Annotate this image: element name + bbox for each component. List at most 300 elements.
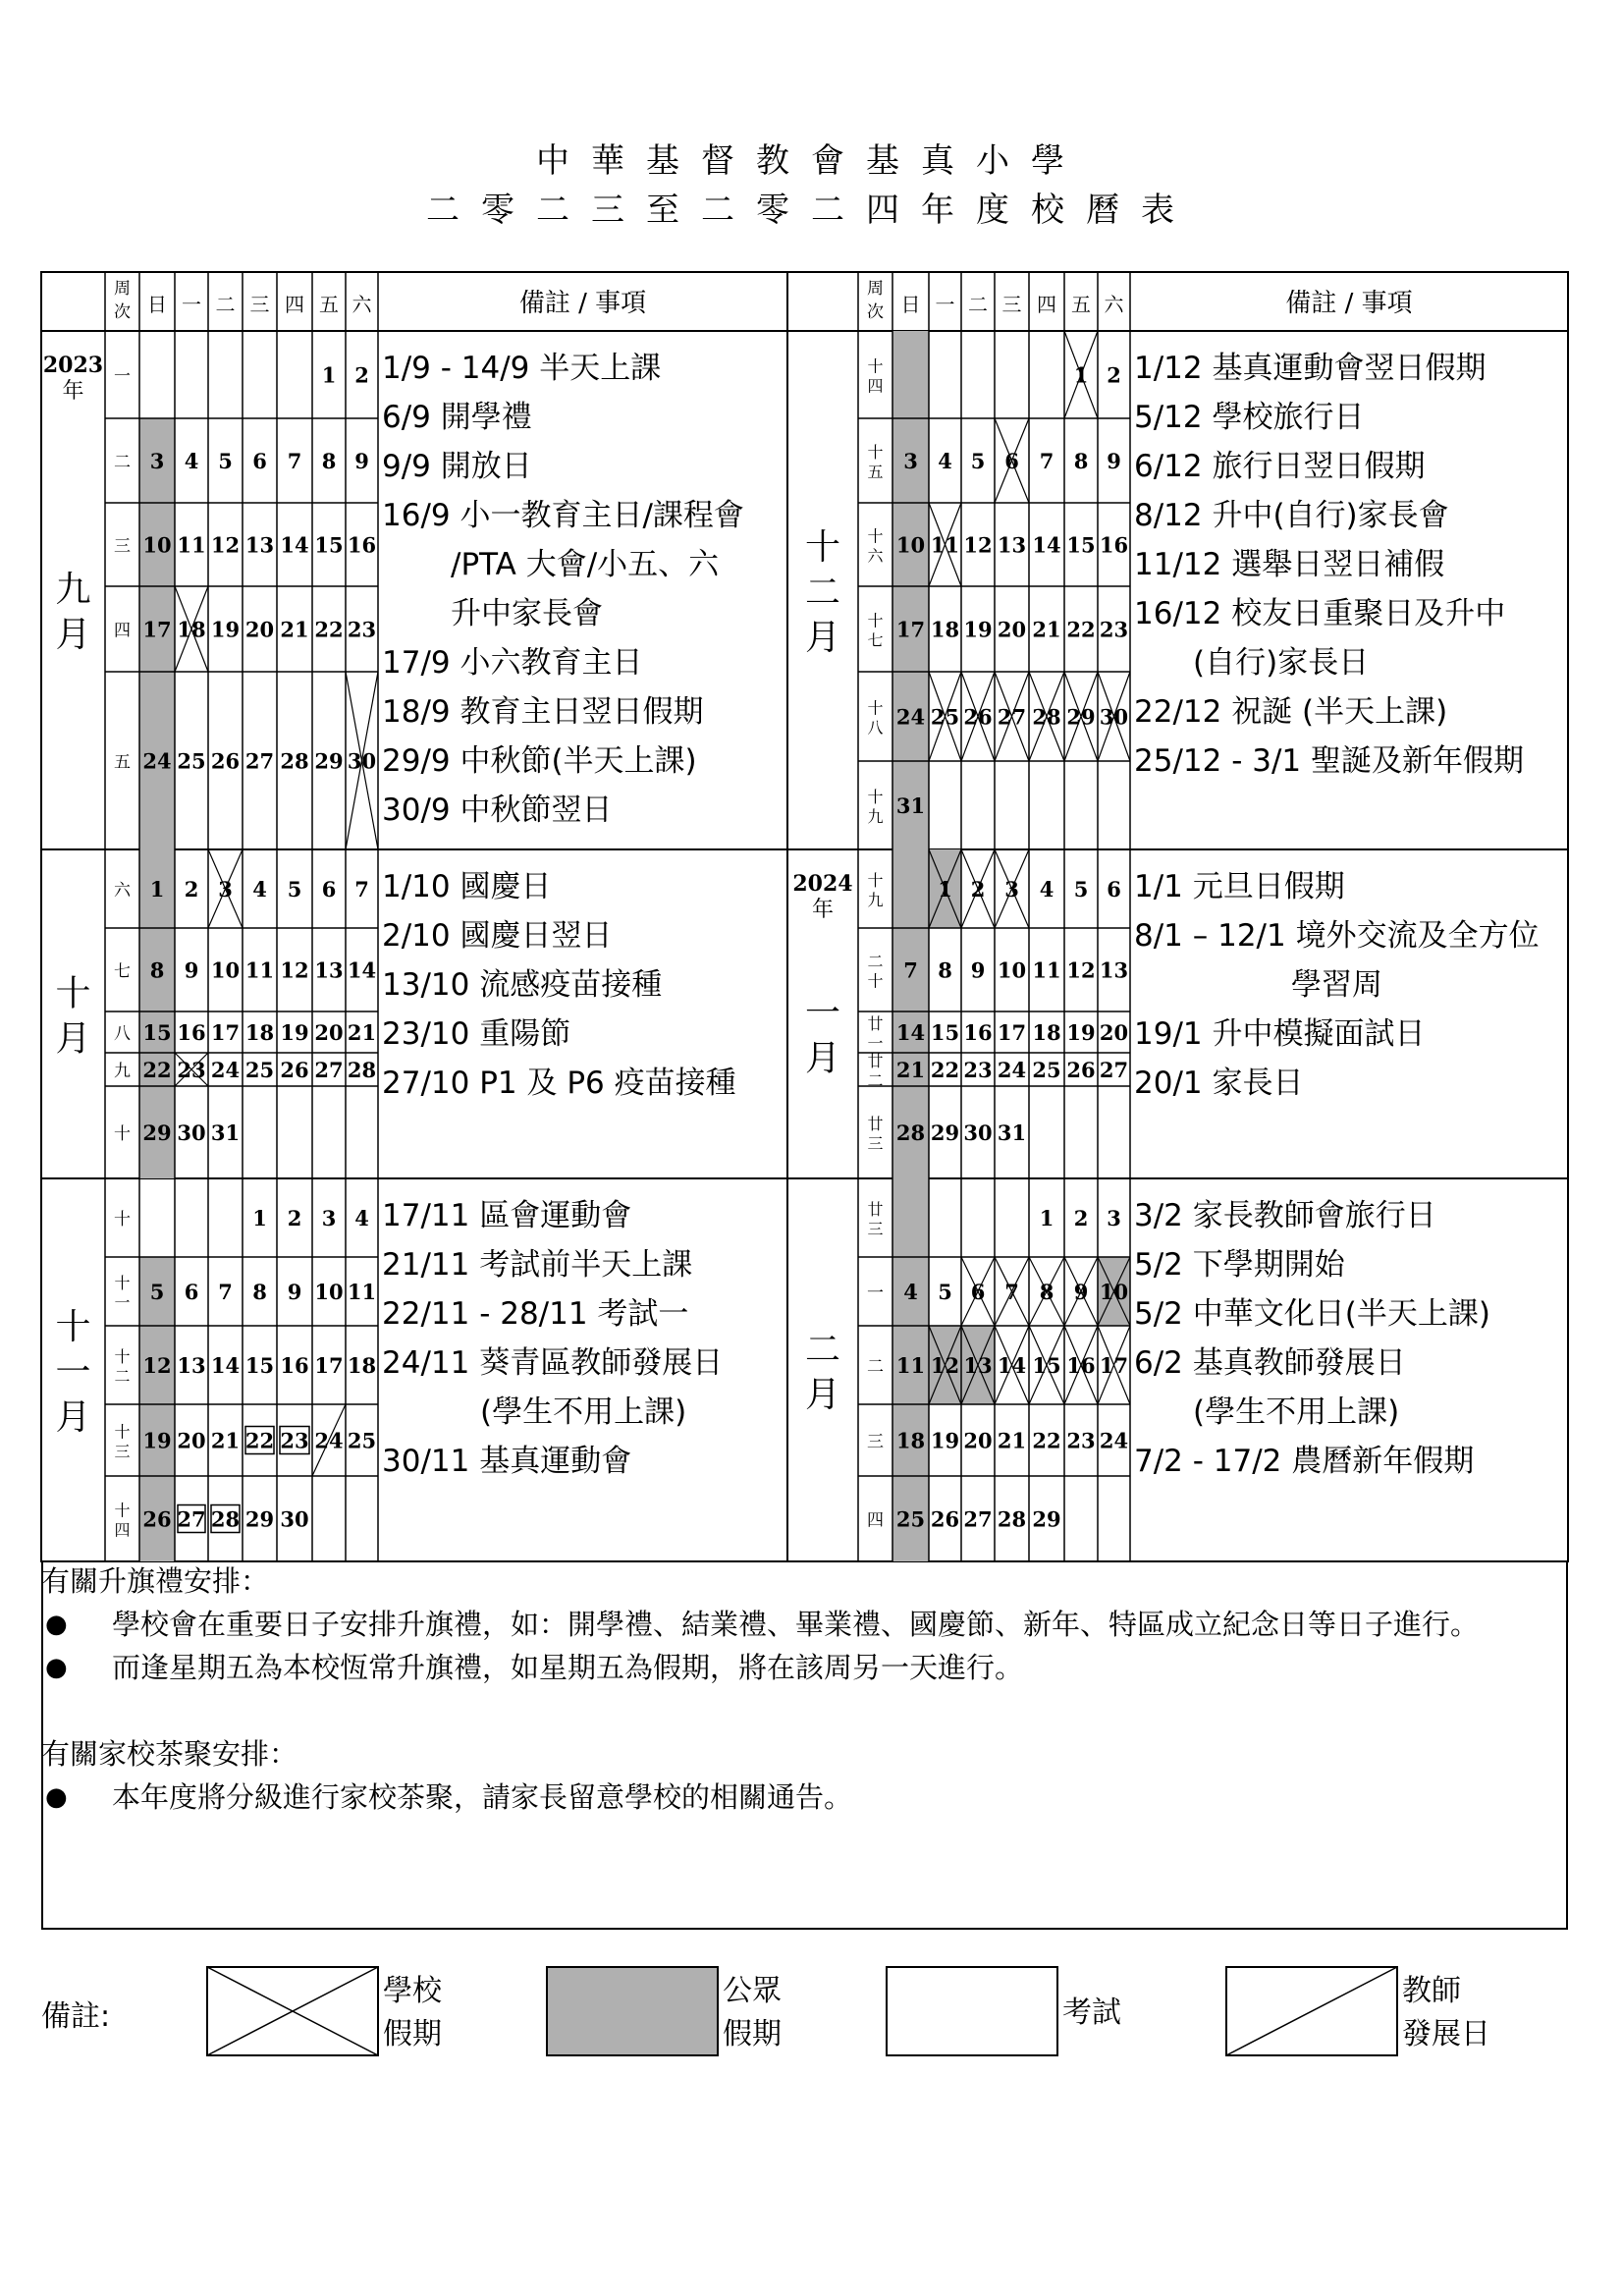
week-label: 四	[867, 1510, 884, 1531]
day-cell: 24	[1099, 1428, 1129, 1453]
day-cell: 15	[142, 1020, 172, 1045]
bullet-icon: ●	[45, 1653, 68, 1682]
day-cell: 16	[1066, 1353, 1096, 1378]
right-week-header: 周	[867, 279, 884, 299]
week-label: 八	[114, 1024, 131, 1044]
note-line-0-8: 29/9 中秋節(半天上課)	[382, 743, 697, 779]
day-cell: 25	[244, 1058, 275, 1082]
week-label: 二	[114, 453, 131, 472]
week-label: 十	[114, 1124, 131, 1144]
bullet-icon: ●	[45, 1610, 68, 1639]
note-line-0-3: 16/9 小一教育主日/課程會	[382, 498, 744, 533]
day-cell: 17	[314, 1353, 344, 1378]
note-line-3-8: 25/12 - 3/1 聖誕及新年假期	[1134, 743, 1524, 779]
week-label: 十	[114, 1274, 131, 1292]
week-label: 四	[867, 376, 884, 396]
week-label: 十	[114, 1210, 131, 1230]
day-cell: 8	[1073, 449, 1089, 473]
day-cell: 10	[142, 532, 172, 558]
day-cell: 13	[314, 957, 344, 983]
day-cell: 25	[347, 1428, 377, 1453]
note-line-3-6: (自行)家長日	[1193, 645, 1370, 681]
right-weekday-6: 六	[1104, 293, 1124, 316]
day-cell: 20	[314, 1020, 344, 1045]
week-label: 十	[867, 526, 884, 546]
year-suffix-0: 年	[62, 379, 84, 404]
week-label: 廿	[867, 1014, 884, 1033]
note-line-4-0: 1/1 元旦日假期	[1134, 869, 1345, 904]
week-label: 一	[867, 1034, 884, 1053]
week-label: 一	[114, 366, 131, 387]
day-cell: 8	[149, 957, 165, 983]
day-cell: 10	[1099, 1280, 1129, 1304]
day-cell: 28	[347, 1058, 377, 1082]
week-label: 十	[867, 698, 884, 718]
day-cell: 8	[252, 1280, 267, 1304]
week-label: 十	[867, 611, 884, 630]
day-cell: 20	[244, 617, 275, 642]
day-cell: 14	[280, 532, 309, 558]
month-name-0: 九	[55, 570, 91, 610]
day-cell: 15	[244, 1353, 275, 1378]
left-week-header-2: 次	[114, 302, 131, 322]
week-label: 九	[867, 891, 884, 909]
day-cell: 22	[142, 1058, 172, 1082]
day-cell: 29	[142, 1121, 172, 1145]
note-line-0-1: 6/9 開學禮	[382, 400, 532, 435]
week-label: 四	[114, 621, 131, 641]
right-week-header-2: 次	[867, 302, 884, 322]
month-name-2: 月	[55, 1397, 91, 1438]
day-cell: 15	[930, 1020, 960, 1045]
note-line-3-1: 5/12 學校旅行日	[1134, 400, 1365, 435]
note-line-0-6: 17/9 小六教育主日	[382, 645, 643, 681]
legend-school-holiday-label-2: 假期	[383, 2017, 442, 2051]
note-line-2-0: 17/11 區會運動會	[382, 1198, 632, 1233]
day-cell: 29	[1066, 704, 1096, 730]
day-cell: 8	[938, 957, 952, 983]
legend-exam-label: 考試	[1062, 1995, 1121, 2030]
day-cell: 16	[347, 532, 377, 558]
day-cell: 22	[1066, 617, 1096, 642]
week-label: 十	[867, 356, 884, 376]
day-cell: 5	[149, 1280, 165, 1304]
day-cell: 29	[930, 1121, 960, 1145]
month-name-0: 月	[55, 615, 91, 655]
week-label: 三	[114, 536, 131, 557]
week-label: 二	[114, 1367, 131, 1386]
week-label: 二	[867, 952, 884, 971]
note-line-2-4: (學生不用上課)	[480, 1394, 687, 1430]
left-weekday-1: 一	[182, 293, 201, 316]
day-cell: 24	[142, 748, 172, 774]
legend-title: 備註:	[41, 1999, 111, 2034]
day-cell: 27	[1099, 1058, 1129, 1082]
day-cell: 4	[354, 1206, 369, 1230]
day-cell: 4	[938, 449, 952, 473]
day-cell: 10	[895, 532, 926, 558]
day-cell: 26	[280, 1058, 309, 1082]
left-week-header: 周	[114, 279, 131, 299]
day-cell: 1	[321, 362, 337, 388]
month-name-1: 十	[55, 973, 91, 1014]
week-label: 十	[114, 1501, 131, 1520]
note-line-4-1: 8/1 – 12/1 境外交流及全方位	[1134, 918, 1540, 954]
day-cell: 11	[930, 532, 960, 558]
day-cell: 9	[287, 1280, 302, 1304]
legend-teacher-dev-label-1: 教師	[1402, 1974, 1461, 2008]
legend-school-holiday-label-1: 學校	[383, 1974, 442, 2008]
day-cell: 25	[1032, 1058, 1061, 1082]
day-cell: 27	[997, 704, 1027, 730]
day-cell: 19	[280, 1020, 309, 1045]
month-name-4: 月	[804, 1038, 841, 1079]
day-cell: 10	[314, 1280, 344, 1304]
tea-item-1: ● 本年度將分級進行家校茶聚，請家長留意學校的相關通告。	[41, 1776, 1563, 1819]
day-cell: 28	[280, 748, 309, 774]
day-cell: 19	[963, 617, 993, 642]
teacher-dev-swatch	[1225, 1966, 1398, 2056]
day-cell: 15	[314, 532, 344, 558]
month-name-2: 一	[55, 1352, 91, 1393]
day-cell: 21	[895, 1058, 926, 1082]
day-cell: 6	[970, 1280, 986, 1304]
day-cell: 6	[1107, 877, 1121, 902]
day-cell: 13	[1099, 957, 1129, 983]
day-cell: 12	[142, 1353, 172, 1378]
day-cell: 11	[1032, 957, 1061, 983]
day-cell: 1	[938, 877, 952, 902]
note-line-1-2: 13/10 流感疫苗接種	[382, 967, 663, 1003]
note-line-4-4: 20/1 家長日	[1134, 1066, 1304, 1101]
day-cell: 23	[1099, 617, 1129, 642]
note-line-1-3: 23/10 重陽節	[382, 1016, 571, 1052]
month-name-2: 十	[55, 1307, 91, 1347]
day-cell: 16	[1099, 532, 1129, 558]
note-line-0-7: 18/9 教育主日翌日假期	[382, 694, 704, 730]
bullet-icon: ●	[45, 1782, 68, 1812]
note-line-0-4: /PTA 大會/小五、六	[451, 547, 720, 582]
day-cell: 12	[1066, 957, 1096, 983]
day-cell: 7	[354, 877, 369, 902]
public-holiday-swatch	[546, 1966, 719, 2056]
day-cell: 1	[1073, 362, 1089, 388]
week-label: 八	[867, 718, 884, 738]
day-cell: 27	[244, 748, 275, 774]
right-notes-header: 備註 / 事項	[1285, 289, 1413, 318]
day-cell: 23	[177, 1058, 206, 1082]
day-cell: 8	[321, 449, 337, 473]
day-cell: 21	[347, 1020, 377, 1045]
day-cell: 8	[1039, 1280, 1054, 1304]
note-line-5-4: (學生不用上課)	[1193, 1394, 1400, 1430]
day-cell: 28	[210, 1506, 241, 1532]
month-name-3: 十	[804, 527, 841, 568]
week-label: 十	[114, 1347, 131, 1366]
day-cell: 26	[963, 704, 993, 730]
week-label: 十	[867, 443, 884, 462]
day-cell: 6	[252, 449, 267, 473]
day-cell: 2	[970, 877, 986, 902]
day-cell: 7	[1004, 1280, 1019, 1304]
day-cell: 2	[184, 877, 199, 902]
day-cell: 16	[280, 1353, 309, 1378]
day-cell: 12	[930, 1353, 960, 1378]
month-name-1: 月	[55, 1018, 91, 1060]
day-cell: 24	[314, 1428, 344, 1453]
day-cell: 18	[930, 617, 960, 642]
school-name: 中華基督教會基真小學	[536, 141, 1086, 181]
day-cell: 9	[1073, 1280, 1089, 1304]
day-cell: 2	[354, 362, 369, 388]
day-cell: 6	[321, 877, 337, 902]
day-cell: 15	[1032, 1353, 1061, 1378]
info-box-frame	[41, 1560, 1568, 1930]
note-line-1-0: 1/10 國慶日	[382, 869, 552, 904]
day-cell: 29	[244, 1506, 275, 1532]
right-weekday-1: 一	[935, 293, 955, 316]
day-cell: 14	[895, 1020, 926, 1045]
year-suffix-4: 年	[811, 898, 835, 922]
day-cell: 14	[1032, 532, 1061, 558]
day-cell: 13	[244, 532, 275, 558]
day-cell: 9	[970, 957, 986, 983]
note-line-2-1: 21/11 考試前半天上課	[382, 1247, 693, 1283]
day-cell: 22	[930, 1058, 960, 1082]
left-weekday-5: 五	[319, 293, 339, 316]
day-cell: 17	[210, 1020, 241, 1045]
day-cell: 13	[997, 532, 1027, 558]
day-cell: 20	[1099, 1020, 1129, 1045]
week-label: 廿	[867, 1115, 884, 1133]
note-line-3-2: 6/12 旅行日翌日假期	[1134, 449, 1426, 484]
week-label: 二	[867, 1357, 884, 1377]
day-cell: 20	[997, 617, 1027, 642]
day-cell: 20	[177, 1428, 206, 1453]
day-cell: 6	[184, 1280, 199, 1304]
day-cell: 30	[963, 1121, 993, 1145]
day-cell: 17	[1099, 1353, 1129, 1378]
day-cell: 31	[895, 793, 926, 818]
day-cell: 21	[210, 1428, 241, 1453]
day-cell: 1	[149, 877, 165, 902]
week-label: 七	[114, 961, 131, 982]
year-label-0: 2023	[42, 353, 104, 378]
note-line-3-5: 16/12 校友日重聚日及升中	[1134, 596, 1506, 631]
day-cell: 7	[287, 449, 302, 473]
day-cell: 30	[280, 1506, 309, 1532]
day-cell: 17	[997, 1020, 1027, 1045]
week-label: 三	[867, 1220, 884, 1238]
day-cell: 11	[347, 1280, 377, 1304]
note-line-5-2: 5/2 中華文化日(半天上課)	[1134, 1296, 1490, 1332]
day-cell: 12	[210, 532, 241, 558]
day-cell: 11	[177, 532, 206, 558]
day-cell: 16	[177, 1020, 206, 1045]
calendar-title: 二零二三至二零二四年度校曆表	[426, 191, 1196, 230]
day-cell: 21	[997, 1428, 1027, 1453]
day-cell: 6	[1004, 449, 1019, 473]
day-cell: 18	[1032, 1020, 1061, 1045]
week-label: 六	[114, 881, 131, 901]
day-cell: 7	[903, 957, 918, 983]
day-cell: 29	[1032, 1506, 1061, 1532]
week-label: 三	[867, 1432, 884, 1452]
day-cell: 10	[997, 957, 1027, 983]
day-cell: 28	[997, 1506, 1027, 1532]
note-line-5-5: 7/2 - 17/2 農曆新年假期	[1134, 1444, 1475, 1479]
right-weekday-3: 三	[1001, 293, 1022, 316]
day-cell: 3	[1107, 1206, 1121, 1230]
week-label: 五	[867, 463, 884, 481]
week-label: 一	[867, 1284, 884, 1303]
legend-public-holiday-label-1: 公眾	[723, 1974, 782, 2008]
day-cell: 31	[210, 1121, 241, 1145]
day-cell: 30	[1099, 704, 1129, 730]
day-cell: 15	[1066, 532, 1096, 558]
day-cell: 28	[895, 1121, 926, 1145]
day-cell: 5	[287, 877, 302, 902]
week-label: 廿	[867, 1052, 884, 1070]
note-line-0-9: 30/9 中秋節翌日	[382, 793, 613, 828]
day-cell: 25	[177, 748, 206, 774]
note-line-0-2: 9/9 開放日	[382, 449, 532, 484]
flag-section-title: 有關升旗禮安排：	[41, 1564, 270, 1598]
week-label: 十	[114, 1422, 131, 1442]
flag-item-2: ● 而逢星期五為本校恆常升旗禮，如星期五為假期，將在該周另一天進行。	[41, 1646, 1563, 1689]
day-cell: 25	[895, 1506, 926, 1532]
left-weekday-0: 日	[147, 293, 167, 316]
day-cell: 5	[970, 449, 986, 473]
day-cell: 17	[895, 617, 926, 642]
day-cell: 5	[218, 449, 233, 473]
day-cell: 27	[314, 1058, 344, 1082]
week-label: 十	[867, 971, 884, 991]
month-name-4: 一	[804, 993, 841, 1034]
day-cell: 13	[963, 1353, 993, 1378]
day-cell: 22	[244, 1428, 275, 1453]
day-cell: 19	[1066, 1020, 1096, 1045]
week-label: 六	[867, 546, 884, 566]
tea-section-title: 有關家校茶聚安排：	[41, 1737, 298, 1771]
day-cell: 14	[347, 957, 377, 983]
week-label: 九	[114, 1062, 131, 1081]
day-cell: 5	[1073, 877, 1089, 902]
day-cell: 24	[210, 1058, 241, 1082]
legend-public-holiday-label-2: 假期	[723, 2017, 782, 2051]
day-cell: 14	[997, 1353, 1027, 1378]
right-weekday-0: 日	[900, 293, 921, 316]
week-label: 五	[114, 752, 131, 773]
day-cell: 19	[210, 617, 241, 642]
day-cell: 29	[314, 748, 344, 774]
day-cell: 18	[244, 1020, 275, 1045]
year-label-4: 2024	[792, 871, 853, 897]
day-cell: 20	[963, 1428, 993, 1453]
day-cell: 9	[1107, 449, 1121, 473]
day-cell: 23	[280, 1428, 309, 1453]
day-cell: 30	[347, 748, 377, 774]
note-line-0-0: 1/9 - 14/9 半天上課	[382, 351, 662, 386]
month-name-3: 月	[804, 618, 841, 658]
day-cell: 23	[347, 617, 377, 642]
week-label: 四	[114, 1520, 131, 1540]
flag-item-1: ● 學校會在重要日子安排升旗禮，如：開學禮、結業禮、畢業禮、國慶節、新年、特區成立紀念日等日子進行。	[41, 1603, 1563, 1646]
week-label: 九	[867, 807, 884, 826]
day-cell: 18	[895, 1428, 926, 1453]
day-cell: 4	[184, 449, 199, 473]
day-cell: 1	[252, 1206, 267, 1230]
day-cell: 2	[1107, 362, 1121, 388]
day-cell: 3	[903, 449, 918, 473]
day-cell: 26	[1066, 1058, 1096, 1082]
note-line-1-4: 27/10 P1 及 P6 疫苗接種	[382, 1066, 736, 1101]
note-line-1-1: 2/10 國慶日翌日	[382, 918, 613, 954]
day-cell: 7	[1039, 449, 1054, 473]
note-line-3-0: 1/12 基真運動會翌日假期	[1134, 351, 1487, 386]
day-cell: 11	[895, 1353, 926, 1378]
note-line-2-3: 24/11 葵青區教師發展日	[382, 1345, 724, 1381]
left-weekday-2: 二	[215, 293, 236, 316]
day-cell: 17	[142, 617, 172, 642]
day-cell: 10	[210, 957, 241, 983]
day-cell: 19	[930, 1428, 960, 1453]
school-holiday-swatch	[206, 1966, 379, 2056]
week-label: 七	[867, 630, 884, 650]
week-label: 十	[867, 871, 884, 890]
day-cell: 25	[930, 704, 960, 730]
day-cell: 3	[218, 877, 233, 902]
day-cell: 3	[149, 449, 165, 473]
week-label: 三	[114, 1442, 131, 1461]
day-cell: 26	[210, 748, 241, 774]
day-cell: 4	[903, 1280, 918, 1304]
note-line-2-5: 30/11 基真運動會	[382, 1444, 632, 1479]
day-cell: 2	[287, 1206, 302, 1230]
day-cell: 22	[314, 617, 344, 642]
note-line-0-5: 升中家長會	[451, 596, 603, 631]
note-line-4-2: 學習周	[1291, 967, 1382, 1003]
day-cell: 13	[177, 1353, 206, 1378]
week-label: 一	[114, 1293, 131, 1312]
day-cell: 27	[177, 1506, 206, 1532]
day-cell: 18	[347, 1353, 377, 1378]
day-cell: 11	[244, 957, 275, 983]
day-cell: 12	[963, 532, 993, 558]
day-cell: 22	[1032, 1428, 1061, 1453]
day-cell: 30	[177, 1121, 206, 1145]
day-cell: 24	[997, 1058, 1027, 1082]
day-cell: 31	[997, 1121, 1027, 1145]
day-cell: 27	[963, 1506, 993, 1532]
day-cell: 23	[963, 1058, 993, 1082]
day-cell: 3	[321, 1206, 337, 1230]
month-name-5: 月	[804, 1375, 841, 1415]
day-cell: 9	[184, 957, 199, 983]
day-cell: 3	[1004, 877, 1019, 902]
right-weekday-5: 五	[1071, 293, 1091, 316]
left-weekday-3: 三	[249, 293, 270, 316]
day-cell: 26	[930, 1506, 960, 1532]
left-notes-header: 備註 / 事項	[518, 289, 647, 318]
note-line-3-4: 11/12 選舉日翌日補假	[1134, 547, 1445, 582]
day-cell: 5	[938, 1280, 952, 1304]
legend-teacher-dev-label-2: 發展日	[1402, 2017, 1490, 2051]
day-cell: 14	[210, 1353, 241, 1378]
month-name-5: 二	[804, 1330, 841, 1370]
day-cell: 28	[1032, 704, 1061, 730]
note-line-5-0: 3/2 家長教師會旅行日	[1134, 1198, 1436, 1233]
